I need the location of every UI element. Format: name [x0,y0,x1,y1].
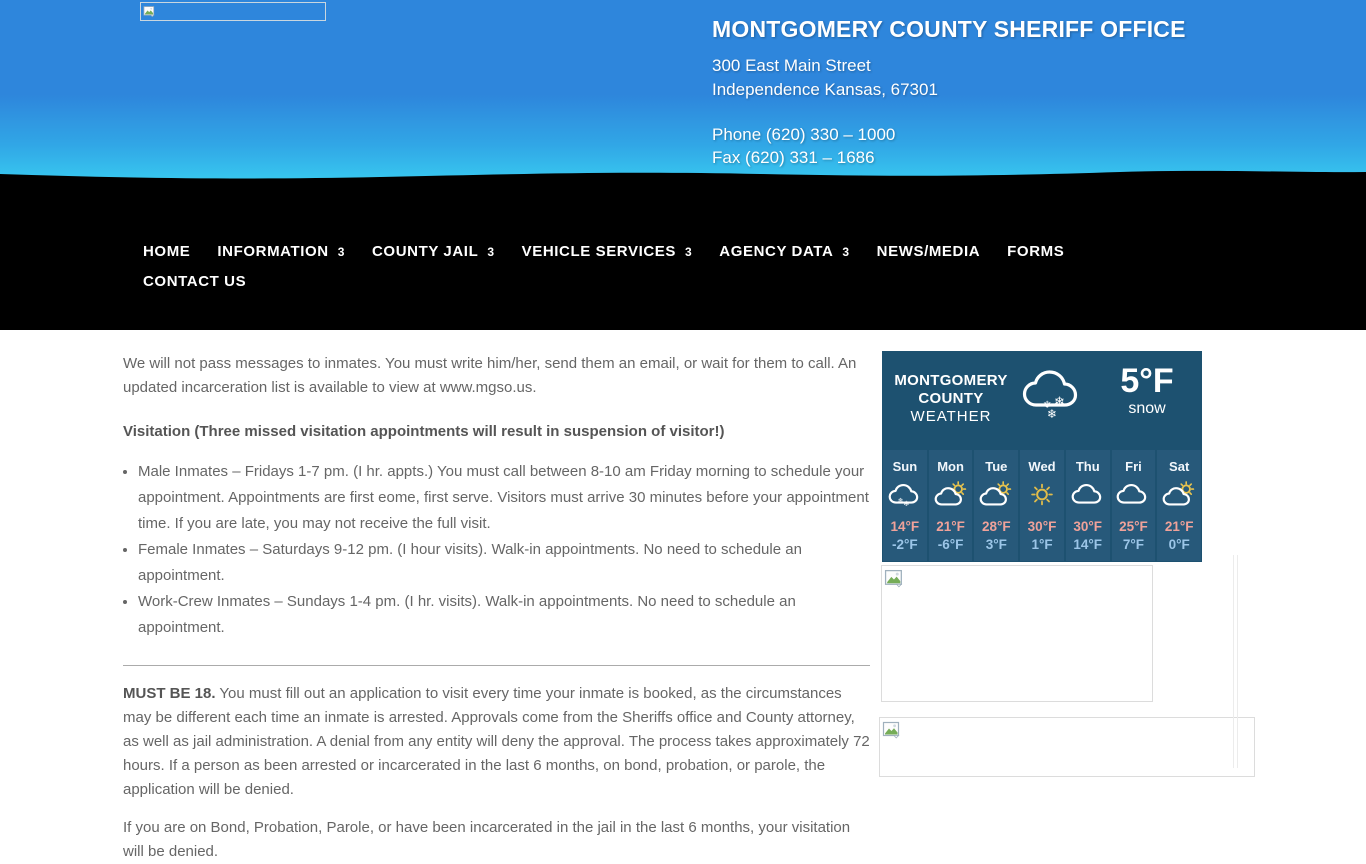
dropdown-indicator-icon: 3 [685,245,693,259]
weather-widget [882,351,1202,562]
nav-item-contact-us[interactable] [143,273,246,290]
nav-label: COUNTY JAIL [372,243,479,260]
forecast-low-temp: -6°F [937,537,964,552]
partly-cloudy-icon [933,481,969,508]
cloud-icon [1070,481,1106,508]
header-hero [0,0,1366,182]
address-line-2: Independence Kansas, 67301 [712,80,938,99]
nav-row-2 [143,273,246,290]
snow-cloud-icon [1014,365,1092,450]
forecast-high-temp: 28°F [981,519,1011,534]
forecast-day-thu [1066,450,1110,561]
weather-title-line1: MONTGOMERY [894,372,1008,389]
broken-image-icon [882,720,902,740]
nav-row-1 [143,243,1064,260]
must-be-18-paragraph [123,682,870,802]
forecast-low-temp: 0°F [1168,537,1190,552]
forecast-low-temp: 3°F [985,537,1007,552]
section-divider [123,665,870,666]
address-line-1: 300 East Main Street [712,56,871,75]
broken-image-icon [143,5,156,18]
nav-label: CONTACT US [143,273,247,290]
weather-title-line2: COUNTY [918,390,984,407]
forecast-low-temp: 1°F [1031,537,1053,552]
forecast-high-temp: 25°F [1119,519,1148,534]
wave-divider [0,167,1366,183]
sidebar-divider-line [1233,555,1234,768]
nav-label: NEWS/MEDIA [876,243,981,260]
nav-item-home[interactable] [143,243,190,260]
site-title: MONTGOMERY COUNTY SHERIFF OFFICE [712,16,1186,42]
sidebar-broken-image-2 [879,717,1255,777]
bond-paragraph: If you are on Bond, Probation, Parole, or have been incarcerated in the jail in the last 6 months, your visitation will be denied. [123,819,851,860]
main-navigation [0,182,1366,330]
forecast-low-temp: 14°F [1073,537,1103,552]
weather-title [888,372,1014,450]
forecast-day-tue [974,450,1018,561]
forecast-low-temp: -2°F [892,537,918,552]
partly-cloudy-icon [1161,481,1197,508]
phone-number: Phone (620) 330 – 1000 [712,125,896,144]
nav-label: VEHICLE SERVICES [521,243,676,260]
main-content [123,352,870,864]
nav-label: INFORMATION [217,243,329,260]
forecast-high-temp: 14°F [890,519,920,534]
forecast-day-wed [1020,450,1064,561]
broken-image-icon [884,568,905,589]
forecast-day-sun [883,450,927,561]
partly-cloudy-icon [978,481,1014,508]
forecast-day-label: Fri [1125,459,1142,474]
nav-item-information[interactable] [217,243,345,260]
must-be-18-text: You must fill out an application to visit every time your inmate is booked, as the circumstances may be different each time an inmate is arrested. Approvals come from the Sheriffs office and County attorney, as well as jail administration. A denial from any entity will deny the approval. The process takes approximately 72 hours. If a person as been arrested or incarcerated in the last 6 months, on bond, probation, or parole, the application will be denied. [123,685,870,798]
site-logo-broken-image[interactable] [140,2,326,21]
list-item: • Work-Crew Inmates – Sundays 1-4 pm. (I hr. visits). Walk-in appointments. No need to schedule an appointment. [138,589,870,641]
forecast-high-temp: 30°F [1073,519,1103,534]
current-conditions [1092,363,1202,450]
forecast-high-temp: 21°F [1164,519,1194,534]
current-condition-label: snow [1128,400,1166,417]
current-temperature: 5°F [1120,362,1174,400]
sidebar-broken-image-1 [881,565,1153,702]
forecast-day-label: Mon [937,459,964,474]
must-be-18-lead: MUST BE 18. [123,685,216,702]
forecast-day-label: Thu [1075,459,1100,474]
nav-item-county-jail[interactable] [372,243,495,260]
sun-icon [1024,481,1060,508]
dropdown-indicator-icon: 3 [842,245,850,259]
nav-item-agency-data[interactable] [719,243,849,260]
list-item: • Female Inmates – Saturdays 9-12 pm. (I hour visits). Walk-in appointments. No need to schedule an appointment. [138,537,870,589]
forecast-low-temp: 7°F [1122,537,1145,552]
nav-label: AGENCY DATA [719,243,834,260]
forecast-high-temp: 21°F [936,519,965,534]
forecast-day-sat [1157,450,1201,561]
forecast-day-fri [1112,450,1156,561]
header-text-block [712,16,1186,169]
forecast-day-label: Tue [985,459,1008,474]
snow-cloud-icon [887,481,923,508]
fax-number: Fax (620) 331 – 1686 [712,148,875,167]
forecast-high-temp: 30°F [1027,519,1057,534]
nav-item-vehicle-services[interactable] [522,243,693,260]
sidebar-divider-line [1237,555,1238,768]
nav-item-news-media[interactable] [877,243,981,260]
cloud-icon [1115,481,1151,508]
list-item: • Male Inmates – Fridays 1-7 pm. (I hr. appts.) You must call between 8-10 am Friday morning to schedule your appointment. Appointments are first eome, first serve. Visitors must arrive 30 minutes before your appointment time. If you are late, you may not receive the full visit. [138,459,870,537]
forecast-day-label: Sun [892,459,918,474]
forecast-day-mon [929,450,973,561]
forecast-day-label: Sat [1169,459,1190,474]
dropdown-indicator-icon: 3 [487,245,495,259]
intro-paragraph: We will not pass messages to inmates. You must write him/her, send them an email, or wait for them to call. An updated incarceration list is available to view at www.mgso.us. [123,355,857,396]
weather-forecast [883,450,1201,561]
nav-label: FORMS [1007,243,1065,260]
forecast-day-label: Wed [1028,459,1056,474]
weather-title-line3: WEATHER [910,408,992,425]
weather-current [882,351,1202,450]
visitation-rules-list [123,459,870,641]
dropdown-indicator-icon: 3 [337,245,345,259]
nav-item-forms[interactable] [1007,243,1064,260]
nav-label: HOME [143,243,191,260]
visitation-heading: Visitation (Three missed visitation appointments will result in suspension of visitor!) [123,423,725,440]
